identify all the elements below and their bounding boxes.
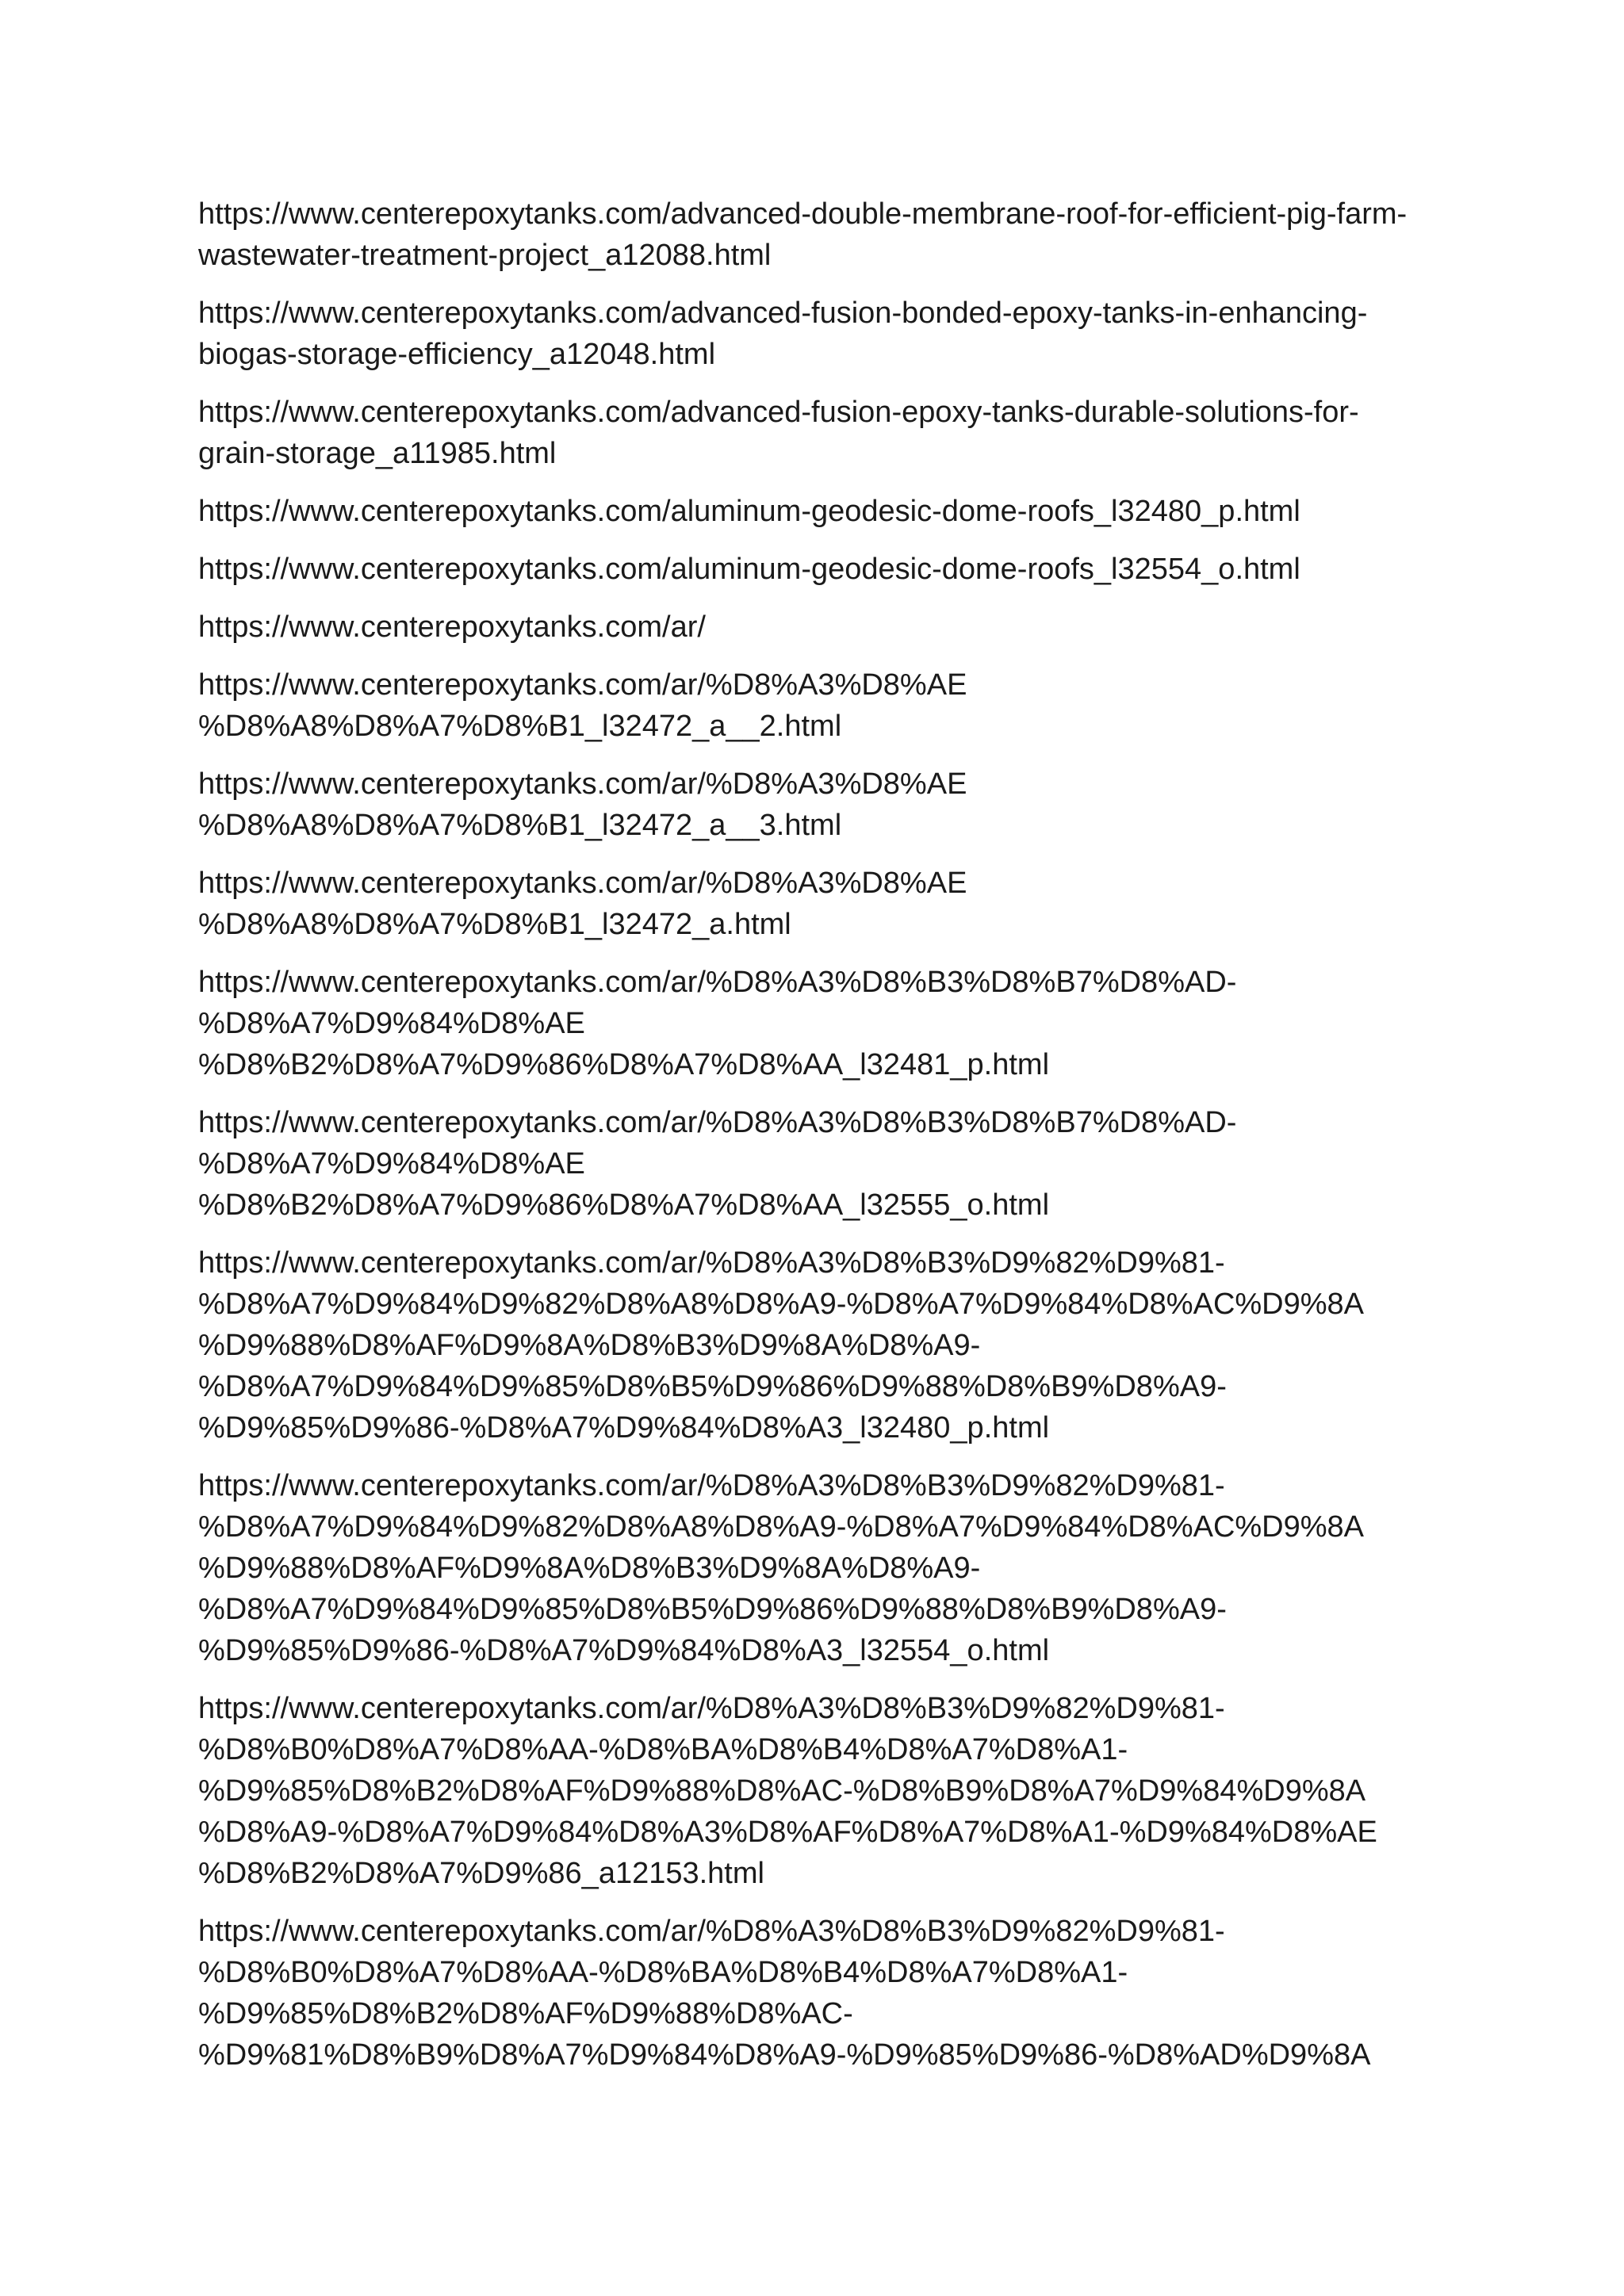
url-line: https://www.centerepoxytanks.com/ar/%D8%A3%D8%B3%D8%B7%D8%AD- [198, 1106, 1237, 1139]
url-line: grain-storage_a11985.html [198, 437, 557, 470]
url-line: %D8%A7%D9%84%D9%82%D8%A8%D8%A9-%D8%A7%D9%84%D8%AC%D9%8A [198, 1510, 1365, 1544]
url-line: %D9%88%D8%AF%D9%8A%D8%B3%D9%8A%D8%A9- [198, 1552, 981, 1585]
url-line: https://www.centerepoxytanks.com/aluminum-geodesic-dome-roofs_l32480_p.html [198, 495, 1300, 528]
url-line: %D9%85%D9%86-%D8%A7%D9%84%D8%A3_l32480_p.html [198, 1411, 1050, 1445]
url-line: %D8%B2%D8%A7%D9%86%D8%A7%D8%AA_l32555_o.html [198, 1188, 1050, 1222]
url-line: %D9%85%D8%B2%D8%AF%D9%88%D8%AC- [198, 1997, 853, 2030]
url-line: %D8%A7%D9%84%D8%AE [198, 1147, 585, 1181]
url-entry [198, 1242, 1435, 1448]
url-line: https://www.centerepoxytanks.com/ar/%D8%A3%D8%B3%D9%82%D9%81- [198, 1469, 1225, 1502]
url-line: %D9%85%D8%B2%D8%AF%D9%88%D8%AC-%D8%B9%D8%A7%D9%84%D9%8A [198, 1774, 1366, 1808]
url-line: https://www.centerepoxytanks.com/ar/%D8%A3%D8%B3%D8%B7%D8%AD- [198, 966, 1237, 999]
url-line: https://www.centerepoxytanks.com/aluminum-geodesic-dome-roofs_l32554_o.html [198, 553, 1300, 586]
url-entry [198, 549, 1435, 590]
url-line: https://www.centerepoxytanks.com/ar/ [198, 610, 706, 644]
url-line: %D8%A7%D9%84%D9%85%D8%B5%D9%86%D9%88%D8%B9%D8%A9- [198, 1370, 1227, 1403]
url-line: %D8%A8%D8%A7%D8%B1_l32472_a__3.html [198, 809, 842, 842]
url-line: https://www.centerepoxytanks.com/advanced-fusion-bonded-epoxy-tanks-in-enhancing- [198, 297, 1368, 330]
url-line: https://www.centerepoxytanks.com/advanced-double-membrane-roof-for-efficient-pig-farm- [198, 197, 1408, 231]
url-entry [198, 763, 1435, 846]
url-line: https://www.centerepoxytanks.com/ar/%D8%A3%D8%AE [198, 867, 967, 900]
url-line: %D8%A7%D9%84%D8%AE [198, 1007, 585, 1040]
url-line: https://www.centerepoxytanks.com/ar/%D8%A3%D8%B3%D9%82%D9%81- [198, 1915, 1225, 1948]
url-line: %D8%B0%D8%A7%D8%AA-%D8%BA%D8%B4%D8%A7%D8%A1- [198, 1733, 1128, 1766]
url-entry [198, 863, 1435, 945]
url-line: %D8%A7%D9%84%D9%82%D8%A8%D8%A9-%D8%A7%D9%84%D8%AC%D9%8A [198, 1288, 1365, 1321]
url-entry [198, 607, 1435, 648]
url-line: %D9%85%D9%86-%D8%A7%D9%84%D8%A3_l32554_o.html [198, 1634, 1050, 1667]
url-entry [198, 392, 1435, 474]
url-entry [198, 1102, 1435, 1226]
url-entry [198, 1911, 1435, 2076]
url-entry [198, 491, 1435, 532]
url-entry [198, 1465, 1435, 1671]
url-line: %D8%A8%D8%A7%D8%B1_l32472_a__2.html [198, 710, 842, 743]
url-entry [198, 293, 1435, 375]
url-entry [198, 664, 1435, 747]
url-line: %D9%88%D8%AF%D9%8A%D8%B3%D9%8A%D8%A9- [198, 1329, 981, 1362]
url-list [198, 193, 1435, 2092]
url-line: https://www.centerepoxytanks.com/ar/%D8%A3%D8%B3%D9%82%D9%81- [198, 1692, 1225, 1725]
url-line: biogas-storage-efficiency_a12048.html [198, 338, 716, 371]
url-line: %D9%81%D8%B9%D8%A7%D9%84%D8%A9-%D9%85%D9%86-%D8%AD%D9%8A [198, 2038, 1371, 2072]
url-line: %D8%A8%D8%A7%D8%B1_l32472_a.html [198, 908, 791, 941]
url-line: https://www.centerepoxytanks.com/ar/%D8%A3%D8%AE [198, 668, 967, 702]
url-line: %D8%A7%D9%84%D9%85%D8%B5%D9%86%D9%88%D8%B9%D8%A9- [198, 1593, 1227, 1626]
url-entry [198, 193, 1435, 276]
url-line: %D8%B2%D8%A7%D9%86%D8%A7%D8%AA_l32481_p.html [198, 1048, 1050, 1081]
url-line: %D8%A9-%D8%A7%D9%84%D8%A3%D8%AF%D8%A7%D8%A1-%D9%84%D8%AE [198, 1816, 1377, 1849]
url-line: %D8%B2%D8%A7%D9%86_a12153.html [198, 1857, 764, 1890]
url-entry [198, 962, 1435, 1085]
url-line: https://www.centerepoxytanks.com/ar/%D8%A3%D8%B3%D9%82%D9%81- [198, 1246, 1225, 1280]
url-line: https://www.centerepoxytanks.com/advanced-fusion-epoxy-tanks-durable-solutions-for- [198, 396, 1359, 429]
url-entry [198, 1688, 1435, 1894]
url-line: https://www.centerepoxytanks.com/ar/%D8%A3%D8%AE [198, 767, 967, 801]
url-line: wastewater-treatment-project_a12088.html [198, 239, 772, 272]
url-line: %D8%B0%D8%A7%D8%AA-%D8%BA%D8%B4%D8%A7%D8%A1- [198, 1956, 1128, 1989]
